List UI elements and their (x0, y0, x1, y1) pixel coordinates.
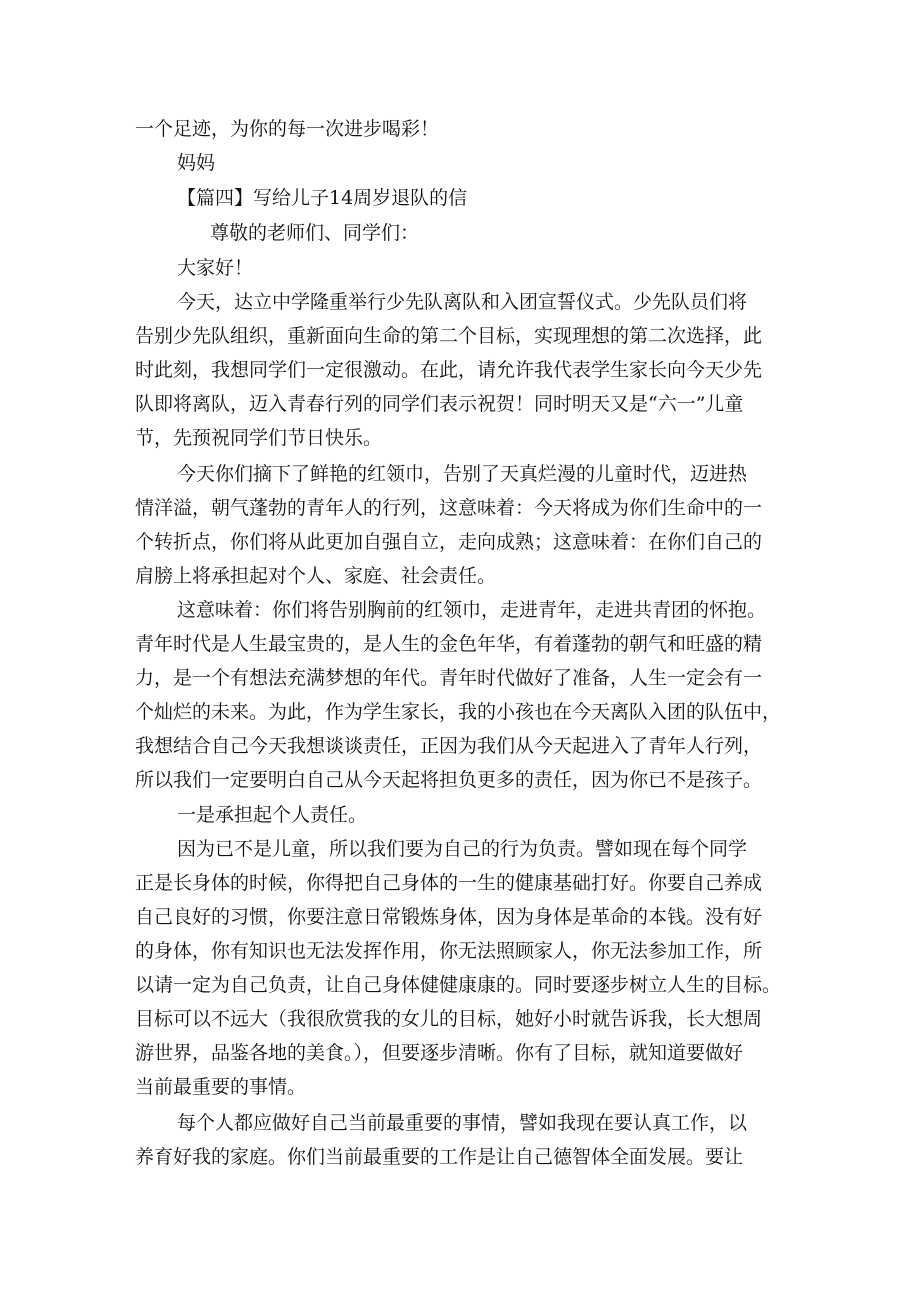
text-line: 的身体，你有知识也无法发挥作用，你无法照顾家人，你无法参加工作，所 (135, 940, 763, 962)
text-line: 时此刻，我想同学们一定很激动。在此，请允许我代表学生家长向今天少先 (135, 359, 763, 381)
text-line: 因为已不是儿童，所以我们要为自己的行为负责。譬如现在每个同学 (177, 838, 748, 860)
text-line: 每个人都应做好自己当前最重要的事情，譬如我现在要认真工作，以 (177, 1112, 748, 1134)
greeting: 大家好！ (177, 257, 254, 279)
signature-line: 妈妈 (177, 152, 216, 174)
section-heading: 【篇四】写给儿子14周岁退队的信 (177, 187, 468, 209)
text-line: 游世界，品鉴各地的美食。），但要逐步清晰。你有了目标，就知道要做好 (135, 1042, 744, 1064)
text-line: 目标可以不远大（我很欣赏我的女儿的目标，她好小时就告诉我，长大想周 (135, 1008, 763, 1030)
text-line: 今天，达立中学隆重举行少先队离队和入团宣誓仪式。少先队员们将 (177, 291, 748, 313)
text-line: 个灿烂的未来。为此，作为学生家长，我的小孩也在今天离队入团的队伍中， (135, 701, 782, 723)
text-line: 当前最重要的事情。 (135, 1076, 307, 1098)
text-line: 肩膀上将承担起对个人、家庭、社会责任。 (135, 565, 497, 587)
text-line: 节，先预祝同学们节日快乐。 (135, 427, 383, 449)
text-line: 个转折点，你们将从此更加自强自立，走向成熟；这意味着：在你们自己的 (135, 531, 763, 553)
text-line: 一个足迹，为你的每一次进步喝彩！ (135, 118, 440, 140)
text-line: 这意味着：你们将告别胸前的红领巾，走进青年，走进共青团的怀抱。 (177, 599, 767, 621)
text-line: 养育好我的家庭。你们当前最重要的工作是让自己德智体全面发展。要让 (135, 1146, 744, 1168)
text-line: 我想结合自己今天我想谈谈责任，正因为我们从今天起进入了青年人行列， (135, 735, 763, 757)
text-line: 告别少先队组织，重新面向生命的第二个目标，实现理想的第二次选择，此 (135, 325, 763, 347)
salutation: 尊敬的老师们、同学们： (210, 222, 420, 244)
text-line: 自己良好的习惯，你要注意日常锻炼身体，因为身体是革命的本钱。没有好 (135, 906, 763, 928)
text-line: 正是长身体的时候，你得把自己身体的一生的健康基础打好。你要自己养成 (135, 872, 763, 894)
text-line: 青年时代是人生最宝贵的，是人生的金色年华，有着蓬勃的朝气和旺盛的精 (135, 633, 763, 655)
text-line: 队即将离队，迈入青春行列的同学们表示祝贺！同时明天又是“六一”儿童 (135, 393, 744, 415)
text-line: 所以我们一定要明白自己从今天起将担负更多的责任，因为你已不是孩子。 (135, 769, 763, 791)
text-line: 今天你们摘下了鲜艳的红领巾，告别了天真烂漫的儿童时代，迈进热 (177, 463, 748, 485)
text-line: 一是承担起个人责任。 (177, 804, 368, 826)
text-line: 以请一定为自己负责，让自己身体健健康康的。同时要逐步树立人生的目标。 (135, 974, 782, 996)
text-line: 力，是一个有想法充满梦想的年代。青年时代做好了准备，人生一定会有一 (135, 667, 763, 689)
text-line: 情洋溢，朝气蓬勃的青年人的行列，这意味着：今天将成为你们生命中的一 (135, 497, 763, 519)
